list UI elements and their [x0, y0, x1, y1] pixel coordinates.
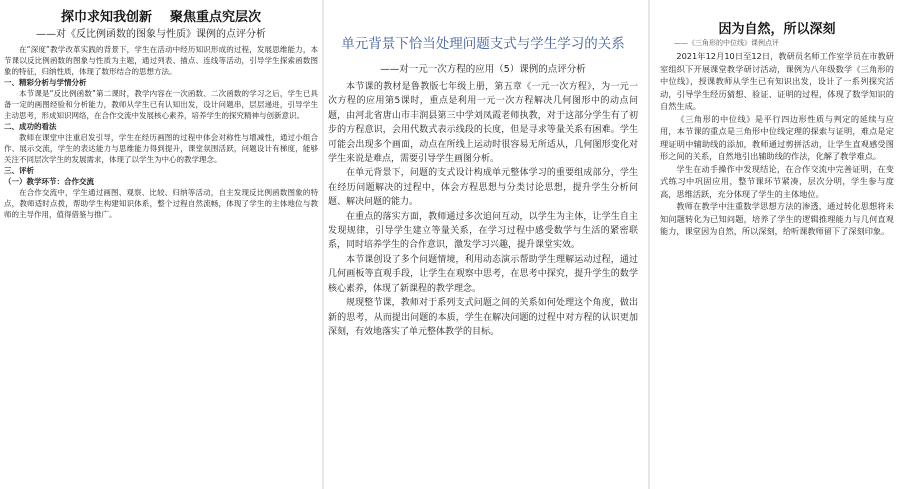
left-section-heading: 三、评析 [4, 166, 34, 175]
middle-paragraph: 本节课创设了多个问题情境，利用动态演示帮助学生理解运动过程，通过几何画板等直观手段，让学生在观察中思考，在思考中探究，提升学生的数学核心素养，体现了新课程的教学理念。 [328, 254, 638, 294]
right-paragraph: 2021年12月10日至12日，教研员名师工作室学员在市教研室组织下开展课堂教学研讨活动，课例为八年级数学《三角形的中位线》，授课教师从学生已有知识出发，设计了一系列探究活动，引导学生经历猜想、验证、证明的过程，体现了数学知识的自然生成。 [660, 51, 894, 111]
left-section-heading: 一、精彩分析与学情分析 [4, 78, 87, 87]
right-paragraph: 《三角形的中位线》是平行四边形性质与判定的延续与应用，本节课的重点是三角形中位线定理的探索与证明，难点是定理证明中辅助线的添加，教师通过剪拼活动，让学生直观感受图形之间的关系，自然地引出辅助线的作法，化解了教学难点。 [660, 113, 894, 161]
middle-paragraph: 规现整节课，教师对于系列支式问题之间的关系如何处理这个角度，做出新的思考，从而提出问题的本质，学生在解决问题的过程中对方程的认识更加深刻，有效地落实了单元整体教学的目标。 [328, 298, 638, 337]
left-title-part-b: 聚焦重点究层次 [170, 10, 262, 25]
right-article [654, 0, 900, 489]
column-divider [648, 0, 650, 489]
right-paragraph: 学生在动手操作中发现结论，在合作交流中完善证明，在变式练习中巩固应用，整节课环节紧凑，层次分明，学生参与度高，思维活跃，充分体现了学生的主体地位。 [660, 163, 894, 199]
left-article [0, 0, 322, 489]
middle-article-title: 单元背景下恰当处理问题支式与学生学习的关系 [341, 36, 625, 52]
left-paragraph: 教师在课堂中注重启发引导，学生在经历画图的过程中体会对称性与增减性，通过小组合作、展示交流，学生的表达能力与思维能力得到提升，课堂氛围活跃，问题设计有梯度，能够关注不同层次学生的发展需求，体现了以学生为中心的教学理念。 [4, 133, 318, 164]
right-article-body [660, 50, 894, 238]
middle-article [322, 0, 644, 489]
right-article-title: 因为自然，所以深刻 [718, 22, 836, 37]
left-subsection-heading: （一）教学环节：合作交流 [4, 177, 94, 186]
left-article-body [4, 44, 318, 220]
left-section-heading: 二、成功的看法 [4, 122, 57, 131]
right-article-byline: ——《三角形的中位线》课例点评 [674, 39, 779, 47]
left-paragraph: 在“深度”教学改革实践的背景下，学生在活动中经历知识形成的过程，发展思维能力，本节课以反比例函数的图象与性质为主题，通过列表、描点、连线等活动，引导学生探索函数图象的特征，归纳性质，体现了数形结合的思想方法。 [4, 45, 318, 76]
left-title-part-a: 探巾求知我创新 [60, 10, 152, 25]
left-paragraph: 本节课是“反比例函数”第二课时，教学内容在一次函数、二次函数的学习之后，学生已具备一定的画图经验和分析能力，教师从学生已有认知出发，设计问题串，层层递进，引导学生主动思考，形成知识网络，在合作交流中发展核心素养，培养学生的探究精神与创新意识。 [4, 89, 318, 120]
middle-paragraph: 在单元背景下，问题的支式设计构成单元整体学习的重要组成部分，学生在经历问题解决的过程中，体会方程思想与分类讨论思想，提升学生分析问题、解决问题的能力。 [328, 168, 638, 208]
middle-paragraph: 在重点的落实方面，教师通过多次追问互动，以学生为主体，让学生自主发现规律，引导学生建立等量关系，在学习过程中感受数学与生活的紧密联系，同时培养学生的合作意识，激发学习兴趣，提升课堂实效。 [328, 211, 638, 251]
left-article-title [0, 10, 322, 26]
left-article-subtitle: ——对《反比例函数的图象与性质》课例的点评分析 [36, 29, 266, 40]
middle-paragraph: 本节课的教材是鲁教版七年级上册，第五章《一元一次方程》，为一元一次方程的应用第5课时，重点是利用一元一次方程解决几何图形中的动点问题，由河北省唐山市丰润县第三中学刘凤霞老师执教，对于这部分学生有了初步的方程意识，会用代数式表示线段的长度，但是寻求等量关系有困难。学生可能会出现多个画面，动点在所线上运动时很容易无所适从，几何图形变化对学生来说是难点，需要引导学生画图分析。 [328, 82, 638, 165]
middle-article-subtitle: ——对一元一次方程的应用（5）课例的点评分析 [380, 64, 586, 75]
left-paragraph: 在合作交流中，学生通过画图、观察、比较、归纳等活动，自主发现反比例函数图象的特点，教师适时点拨，帮助学生构建知识体系，整个过程自然流畅，体现了学生的主体地位与教师的主导作用，值得借鉴与推广。 [4, 188, 318, 219]
right-paragraph: 教师在教学中注重数学思想方法的渗透，通过转化思想将未知问题转化为已知问题，培养了学生的逻辑推理能力与几何直观能力，课堂因为自然，所以深刻，给听课教师留下了深刻印象。 [660, 201, 894, 236]
middle-article-body [328, 80, 638, 339]
